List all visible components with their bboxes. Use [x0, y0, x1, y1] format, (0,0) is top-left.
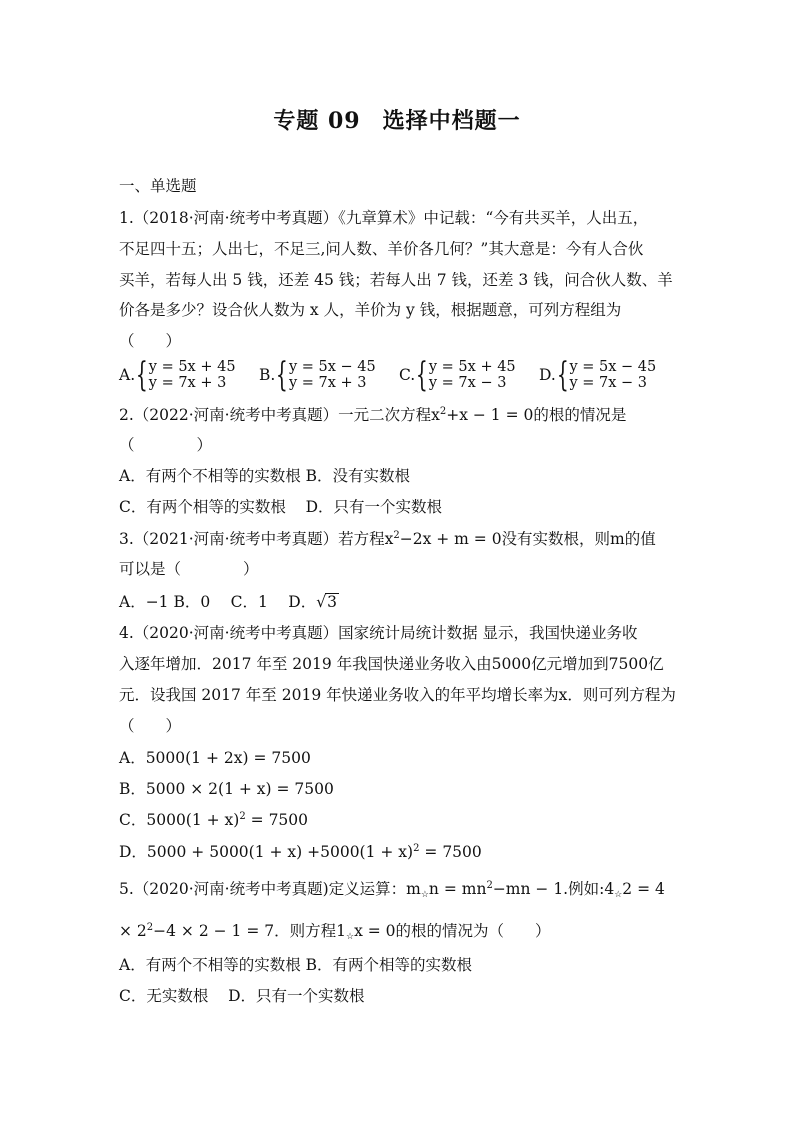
star-icon: ☆ — [345, 932, 355, 942]
q4-option-d: D．$5000 + 5000(1 + x) +5000(1 + x)^2 = 7500$ — [119, 843, 482, 861]
q1-line-5: （ ） — [119, 332, 182, 350]
q4-line-4: （ ） — [119, 717, 182, 735]
title-main: 选择中档题一 — [382, 108, 521, 134]
star-icon: ☆ — [420, 890, 429, 900]
brace-icon: { — [135, 355, 148, 395]
q2-option-b: B．没有实数根 — [305, 467, 411, 485]
q2-option-a: A．有两个不相等的实数根 — [119, 467, 301, 485]
q1-options — [119, 357, 679, 393]
q1-line-3: 买羊，若每人出 5 钱，还差 45 钱；若每人出 7 钱，还差 3 钱，问合伙人数、羊 — [119, 271, 673, 289]
q4-line-2: 入逐年增加．2017 年至 2019 年我国快递业务收入由5000亿元增加到7500亿 — [119, 655, 664, 673]
q2-option-c: C．有两个相等的实数根 — [119, 498, 286, 516]
q2-line-1: 2.（2022·河南·统考中考真题）一元二次方程$x^2+x - 1 = 0$的根的情况是 — [119, 406, 627, 424]
q1-line-1: 1.（2018·河南·统考中考真题）《九章算术》中记载：“今有共买羊，人出五， — [119, 209, 649, 227]
q5-line-1: 5.（2020·河南·统考中考真题)定义运算：$m_☆n = mn^2-mn - 1$.例如$:4_☆2 = 4$ — [119, 880, 665, 900]
q1-option-d: D. { y = 5x − 45 y = 7x − 3 — [539, 355, 657, 395]
q5-options-cd — [119, 986, 365, 1006]
q5-line-2: × $2^2-4 \times 2 - 1 = 7$．则方程$1_☆x = 0$的根的情况为（ ） — [119, 922, 551, 942]
q4-line-3: 元．设我国 2017 年至 2019 年快递业务收入的年平均增长率为x．则可列方程为 — [119, 686, 676, 704]
q1-line-2: 不足四十五；人出七，不足三,问人数、羊价各几何？”其大意是：今有人合伙 — [119, 240, 644, 258]
q1-option-a: A. { y = 5x + 45 y = 7x + 3 — [119, 355, 236, 395]
q2-options-ab — [119, 466, 410, 486]
q2-options-cd — [119, 497, 442, 517]
brace-icon: { — [276, 355, 289, 395]
q5-option-b: B．有两个相等的实数根 — [305, 956, 473, 974]
sqrt-icon: √ — [316, 593, 327, 611]
q4-line-1: 4.（2020·河南·统考中考真题）国家统计局统计数据 显示，我国快递业务收 — [119, 624, 638, 642]
brace-icon: { — [416, 355, 429, 395]
q5-option-d: D．只有一个实数根 — [228, 987, 365, 1005]
q3-line-1: 3.（2021·河南·统考中考真题）若方程$x^2-2x + m = 0$没有实数根，则m的值 — [119, 530, 656, 548]
title-prefix: 专题 09 — [273, 108, 361, 134]
q5-option-c: C．无实数根 — [119, 987, 209, 1005]
q3-options: A．−1 B．0 C．1 D．√3 — [119, 593, 337, 611]
q2-option-d: D．只有一个实数根 — [305, 498, 443, 516]
q3-line-2: 可以是（ ） — [119, 560, 259, 578]
q1-line-4: 价各是多少？设合伙人数为 x 人，羊价为 y 钱，根据题意，可列方程组为 — [119, 301, 622, 319]
section-heading: 一、单选题 — [119, 177, 197, 195]
q4-option-a: A．5000(1 + 2x) = 7500 — [119, 749, 311, 767]
q5-option-a: A．有两个不相等的实数根 — [119, 956, 301, 974]
star-icon: ☆ — [614, 890, 623, 900]
q2-line-2: （ ） — [119, 436, 213, 454]
q4-option-c: C．$5000(1 + x)^2 = 7500$ — [119, 811, 309, 829]
q1-option-c: C. { y = 5x + 45 y = 7x − 3 — [399, 355, 516, 395]
page-title — [0, 104, 794, 135]
q5-options-ab — [119, 955, 472, 975]
q4-option-b: B．5000 × 2(1 + x) = 7500 — [119, 780, 334, 798]
q1-option-b: B. { y = 5x − 45 y = 7x + 3 — [259, 355, 376, 395]
brace-icon: { — [556, 355, 569, 395]
